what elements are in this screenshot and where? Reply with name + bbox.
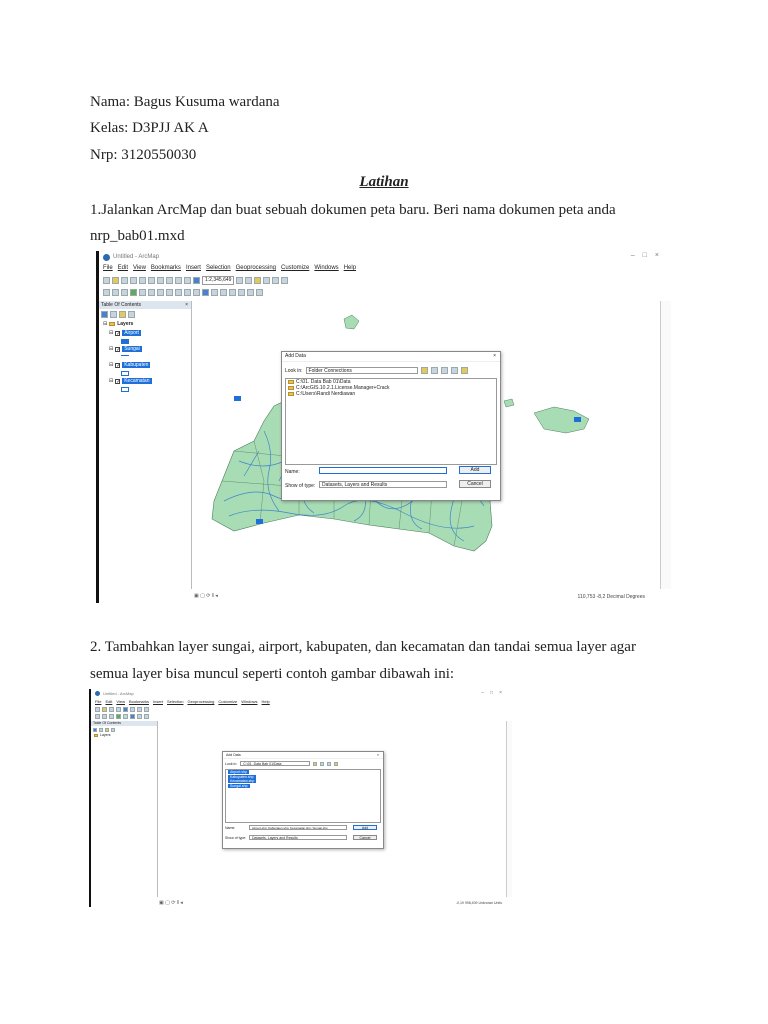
dialog-titlebar bbox=[223, 752, 383, 759]
look-in-value: Folder Connections bbox=[308, 368, 352, 374]
home-icon[interactable] bbox=[320, 762, 324, 766]
scale-combo[interactable]: 1:2,345,649 bbox=[202, 276, 234, 285]
expand-icon[interactable]: ⊟ bbox=[109, 346, 114, 352]
menu-edit[interactable]: Edit bbox=[105, 699, 113, 704]
toc-toolbar bbox=[101, 310, 135, 319]
layer-label-kecamatan: Kecamatan bbox=[124, 378, 150, 384]
kabupaten-symbol-icon bbox=[121, 371, 129, 376]
sungai-symbol-icon bbox=[121, 355, 129, 356]
list-item[interactable] bbox=[226, 784, 380, 789]
fixed-zoom-in-icon[interactable] bbox=[139, 289, 146, 296]
arcmap-screenshot-2 bbox=[89, 689, 512, 907]
list-by-drawing-order-icon[interactable] bbox=[93, 728, 97, 732]
view-toggle-icons[interactable]: ▣ ▢ ⟳ ‖ ◂ bbox=[159, 900, 183, 906]
step1-text-line1: 1.Jalankan ArcMap dan buat sebuah dokumen peta baru. Beri nama dokumen peta anda bbox=[90, 202, 616, 218]
look-in-label: Look in: bbox=[285, 367, 303, 374]
toc-title: Table Of Contents bbox=[93, 721, 122, 725]
add-data-dialog bbox=[222, 751, 384, 849]
add-data-icon[interactable] bbox=[193, 277, 200, 284]
menu-geoprocessing[interactable]: Geoprocessing bbox=[235, 265, 276, 271]
paste-icon[interactable] bbox=[157, 277, 164, 284]
folder-icon bbox=[288, 380, 294, 384]
undo-icon[interactable] bbox=[175, 277, 182, 284]
go-to-xy-icon[interactable] bbox=[220, 289, 227, 296]
toc-layers-group[interactable] bbox=[94, 733, 111, 737]
menu-selection[interactable]: Selection bbox=[205, 265, 231, 271]
name-label: Name: bbox=[285, 469, 300, 475]
new-folder-icon[interactable] bbox=[461, 367, 468, 374]
toc-layers-label: Layers bbox=[100, 733, 111, 737]
layer-checkbox[interactable]: ✓ bbox=[116, 378, 121, 385]
menu-windows[interactable]: Windows bbox=[314, 265, 339, 271]
catalog-icon[interactable] bbox=[254, 277, 261, 284]
table-of-contents bbox=[91, 721, 158, 897]
arctoolbox-icon[interactable] bbox=[272, 277, 279, 284]
dialog-titlebar bbox=[282, 352, 500, 362]
dialog-close-icon[interactable]: × bbox=[376, 753, 379, 757]
save-icon[interactable] bbox=[109, 707, 114, 712]
toc-layers-label: Layers bbox=[117, 321, 134, 327]
toc-icon[interactable] bbox=[245, 277, 252, 284]
open-icon[interactable] bbox=[102, 707, 107, 712]
python-icon[interactable] bbox=[281, 277, 288, 284]
list-item-label: C:\Users\Randi Nerdiawan bbox=[296, 391, 356, 397]
save-icon[interactable] bbox=[121, 277, 128, 284]
standard-toolbar bbox=[103, 276, 288, 285]
expand-icon[interactable]: ⊟ bbox=[109, 362, 114, 368]
layer-checkbox[interactable]: ✓ bbox=[116, 346, 121, 353]
list-item-label: Sungai.shp bbox=[230, 783, 248, 788]
folder-icon bbox=[288, 386, 294, 390]
window-titlebar bbox=[91, 689, 512, 698]
list-by-selection-icon[interactable] bbox=[128, 311, 135, 318]
step2-text-line1: 2. Tambahkan layer sungai, airport, kabupaten, dan kecamatan dan tandai semua layer agar bbox=[90, 639, 636, 655]
select-features-icon[interactable] bbox=[123, 714, 128, 719]
add-data-dialog bbox=[281, 351, 501, 501]
name-field[interactable] bbox=[319, 467, 447, 474]
list-item-label: Kabupaten.shp bbox=[230, 774, 254, 779]
airport-symbol-icon bbox=[121, 339, 129, 344]
layers-icon bbox=[109, 322, 115, 326]
look-in-combo[interactable] bbox=[306, 367, 418, 374]
search-icon[interactable] bbox=[263, 277, 270, 284]
airport-marker bbox=[574, 417, 581, 422]
menu-customize[interactable]: Customize bbox=[281, 265, 310, 271]
collapse-icon[interactable]: ⊟ bbox=[103, 321, 108, 327]
menu-windows[interactable]: Windows bbox=[241, 699, 258, 704]
list-item-label: Airport.shp bbox=[230, 770, 247, 775]
add-button[interactable]: Add bbox=[353, 825, 377, 830]
hyperlink-icon[interactable] bbox=[238, 289, 245, 296]
layer-label-sungai: Sungai bbox=[124, 346, 140, 352]
show-type-label: Show of type: bbox=[285, 483, 316, 489]
layer-checkbox[interactable]: ✓ bbox=[116, 362, 121, 369]
list-by-visibility-icon[interactable] bbox=[119, 311, 126, 318]
print-icon[interactable] bbox=[116, 707, 121, 712]
airport-marker bbox=[256, 519, 263, 524]
menu-selection[interactable]: Selection bbox=[167, 699, 184, 704]
zoom-in-icon[interactable] bbox=[103, 289, 110, 296]
arcmap-icon bbox=[95, 691, 100, 696]
status-coordinates: 110,753 -8,2 Decimal Degrees bbox=[577, 594, 645, 600]
look-in-combo[interactable] bbox=[240, 761, 310, 766]
connect-folder-icon[interactable] bbox=[451, 367, 458, 374]
expand-icon[interactable]: ⊟ bbox=[109, 378, 114, 384]
menu-view[interactable]: View bbox=[116, 699, 125, 704]
menu-insert[interactable]: Insert bbox=[185, 265, 201, 271]
pan-icon[interactable] bbox=[109, 714, 114, 719]
step1-text-line2: nrp_bab01.mxd bbox=[90, 228, 185, 244]
list-by-selection-icon[interactable] bbox=[111, 728, 115, 732]
dialog-file-list bbox=[285, 378, 497, 465]
folder-up-icon[interactable] bbox=[313, 762, 317, 766]
time-slider-icon[interactable] bbox=[256, 289, 263, 296]
dialog-title: Add Data bbox=[226, 753, 241, 757]
menu-help[interactable]: Help bbox=[261, 699, 270, 704]
toc-close-icon[interactable]: × bbox=[185, 302, 188, 308]
folder-up-icon[interactable] bbox=[421, 367, 428, 374]
find-icon[interactable] bbox=[211, 289, 218, 296]
look-in-value: C:\01. Data Bab 01\Data bbox=[243, 762, 282, 766]
zoom-out-icon[interactable] bbox=[112, 289, 119, 296]
menu-file[interactable]: File bbox=[103, 265, 113, 271]
look-in-row bbox=[225, 761, 338, 766]
status-bar bbox=[91, 899, 512, 907]
redo-icon[interactable] bbox=[184, 277, 191, 284]
print-icon[interactable] bbox=[130, 277, 137, 284]
small-island-shape bbox=[344, 315, 359, 329]
cancel-button[interactable]: Cancel bbox=[353, 835, 377, 840]
toc-title: Table Of Contents bbox=[101, 302, 142, 308]
identify-icon[interactable] bbox=[130, 714, 135, 719]
student-name: Nama: Bagus Kusuma wardana bbox=[90, 94, 280, 110]
home-icon[interactable] bbox=[431, 367, 438, 374]
measure-icon[interactable] bbox=[144, 714, 149, 719]
menu-bar bbox=[95, 699, 270, 704]
layer-checkbox[interactable]: ✓ bbox=[116, 330, 121, 337]
new-icon[interactable] bbox=[103, 277, 110, 284]
menu-view[interactable]: View bbox=[133, 265, 146, 271]
student-nrp: Nrp: 3120550030 bbox=[90, 147, 197, 163]
table-of-contents bbox=[99, 301, 192, 589]
name-label: Name: bbox=[225, 826, 236, 830]
toc-layers-group[interactable] bbox=[103, 321, 133, 327]
editor-icon[interactable] bbox=[130, 707, 135, 712]
status-coordinates: -0,19 998,409 Unknown Units bbox=[455, 901, 502, 905]
menu-bookmarks[interactable]: Bookmarks bbox=[128, 699, 149, 704]
name-field[interactable]: Airport.shp; Kabupaten.shp; Kecamatan.shp; Sungai.shp bbox=[249, 825, 347, 830]
dialog-title: Add Data bbox=[285, 353, 306, 359]
new-folder-icon[interactable] bbox=[334, 762, 338, 766]
search-icon[interactable] bbox=[144, 707, 149, 712]
full-extent-icon[interactable] bbox=[116, 714, 121, 719]
full-extent-icon[interactable] bbox=[130, 289, 137, 296]
list-by-visibility-icon[interactable] bbox=[105, 728, 109, 732]
catalog-icon[interactable] bbox=[137, 707, 142, 712]
fixed-zoom-out-icon[interactable] bbox=[148, 289, 155, 296]
toc-layer-kecamatan[interactable] bbox=[109, 378, 152, 384]
html-popup-icon[interactable] bbox=[247, 289, 254, 296]
back-icon[interactable] bbox=[157, 289, 164, 296]
identify-icon[interactable] bbox=[202, 289, 209, 296]
standard-toolbar bbox=[95, 706, 149, 712]
student-class: Kelas: D3PJJ AK A bbox=[90, 120, 209, 136]
view-toggle-icons[interactable]: ▣ ▢ ⟳ ‖ ◂ bbox=[194, 593, 218, 599]
list-item-label: Kecamatan.shp bbox=[230, 779, 255, 784]
menu-customize[interactable]: Customize bbox=[218, 699, 238, 704]
open-icon[interactable] bbox=[112, 277, 119, 284]
list-by-source-icon[interactable] bbox=[110, 311, 117, 318]
kecamatan-symbol-icon bbox=[121, 387, 129, 392]
window-controls[interactable]: –□× bbox=[481, 690, 508, 696]
toc-layer-airport[interactable] bbox=[109, 330, 141, 336]
select-elements-icon[interactable] bbox=[193, 289, 200, 296]
window-title: Untitled - ArcMap bbox=[103, 691, 134, 696]
dialog-close-icon[interactable]: × bbox=[493, 353, 496, 359]
measure-icon[interactable] bbox=[229, 289, 236, 296]
delete-icon[interactable] bbox=[166, 277, 173, 284]
forward-icon[interactable] bbox=[166, 289, 173, 296]
layer-label-airport: Airport bbox=[124, 330, 139, 336]
view-icon[interactable] bbox=[327, 762, 331, 766]
folder-icon bbox=[288, 392, 294, 396]
window-title: Untitled - ArcMap bbox=[113, 254, 160, 260]
zoom-in-icon[interactable] bbox=[95, 714, 100, 719]
new-icon[interactable] bbox=[95, 707, 100, 712]
find-icon[interactable] bbox=[137, 714, 142, 719]
copy-icon[interactable] bbox=[148, 277, 155, 284]
view-icon[interactable] bbox=[441, 367, 448, 374]
arcmap-screenshot-1 bbox=[96, 251, 671, 603]
zoom-out-icon[interactable] bbox=[102, 714, 107, 719]
airport-marker bbox=[234, 396, 241, 401]
tools-toolbar bbox=[103, 288, 263, 297]
menu-edit[interactable]: Edit bbox=[117, 265, 129, 271]
right-panel-scrollbar[interactable] bbox=[506, 721, 512, 897]
pan-icon[interactable] bbox=[121, 289, 128, 296]
clear-selection-icon[interactable] bbox=[184, 289, 191, 296]
menu-file[interactable]: File bbox=[95, 699, 102, 704]
editor-icon[interactable] bbox=[236, 277, 243, 284]
menu-bookmarks[interactable]: Bookmarks bbox=[150, 265, 181, 271]
show-type-label: Show of type: bbox=[225, 836, 247, 840]
expand-icon[interactable]: ⊟ bbox=[109, 330, 114, 336]
show-type-combo[interactable]: Datasets, Layers and Results bbox=[249, 835, 347, 840]
layer-label-kabupaten: Kabupaten bbox=[124, 362, 149, 368]
window-titlebar bbox=[99, 251, 671, 263]
menu-geoprocessing[interactable]: Geoprocessing bbox=[187, 699, 215, 704]
list-item-label: C:\01. Data Bab 01\Data bbox=[296, 379, 351, 385]
list-item-label: C:\ArcGIS.10.2.1.License.Manager+Crack bbox=[296, 385, 390, 391]
section-heading: Latihan bbox=[359, 174, 409, 190]
toc-header bbox=[99, 301, 191, 309]
add-button[interactable]: Add bbox=[459, 466, 491, 474]
menu-help[interactable]: Help bbox=[343, 265, 357, 271]
add-data-icon[interactable] bbox=[123, 707, 128, 712]
toc-header bbox=[91, 721, 157, 726]
window-controls[interactable]: –□× bbox=[630, 252, 667, 259]
right-panel-scrollbar[interactable] bbox=[660, 301, 671, 589]
cancel-button[interactable]: Cancel bbox=[459, 480, 491, 488]
toc-layer-kabupaten[interactable] bbox=[109, 362, 150, 368]
select-features-icon[interactable] bbox=[175, 289, 182, 296]
east-islet-shape bbox=[504, 399, 514, 407]
tools-toolbar bbox=[95, 713, 149, 719]
show-type-combo[interactable]: Datasets, Layers and Results bbox=[319, 481, 447, 488]
list-by-drawing-order-icon[interactable] bbox=[101, 311, 108, 318]
dialog-file-list bbox=[225, 769, 381, 823]
status-bar bbox=[99, 591, 671, 603]
layers-icon bbox=[94, 734, 98, 737]
arcmap-icon bbox=[103, 254, 110, 261]
toc-layer-sungai[interactable] bbox=[109, 346, 142, 352]
menu-insert[interactable]: Insert bbox=[152, 699, 163, 704]
list-item[interactable] bbox=[286, 391, 496, 397]
look-in-label: Look in: bbox=[225, 761, 238, 766]
menu-bar bbox=[103, 265, 356, 271]
look-in-row bbox=[285, 367, 468, 374]
cut-icon[interactable] bbox=[139, 277, 146, 284]
step2-text-line2: semua layer bisa muncul seperti contoh gambar dibawah ini: bbox=[90, 666, 455, 682]
toc-toolbar bbox=[93, 727, 115, 732]
list-by-source-icon[interactable] bbox=[99, 728, 103, 732]
